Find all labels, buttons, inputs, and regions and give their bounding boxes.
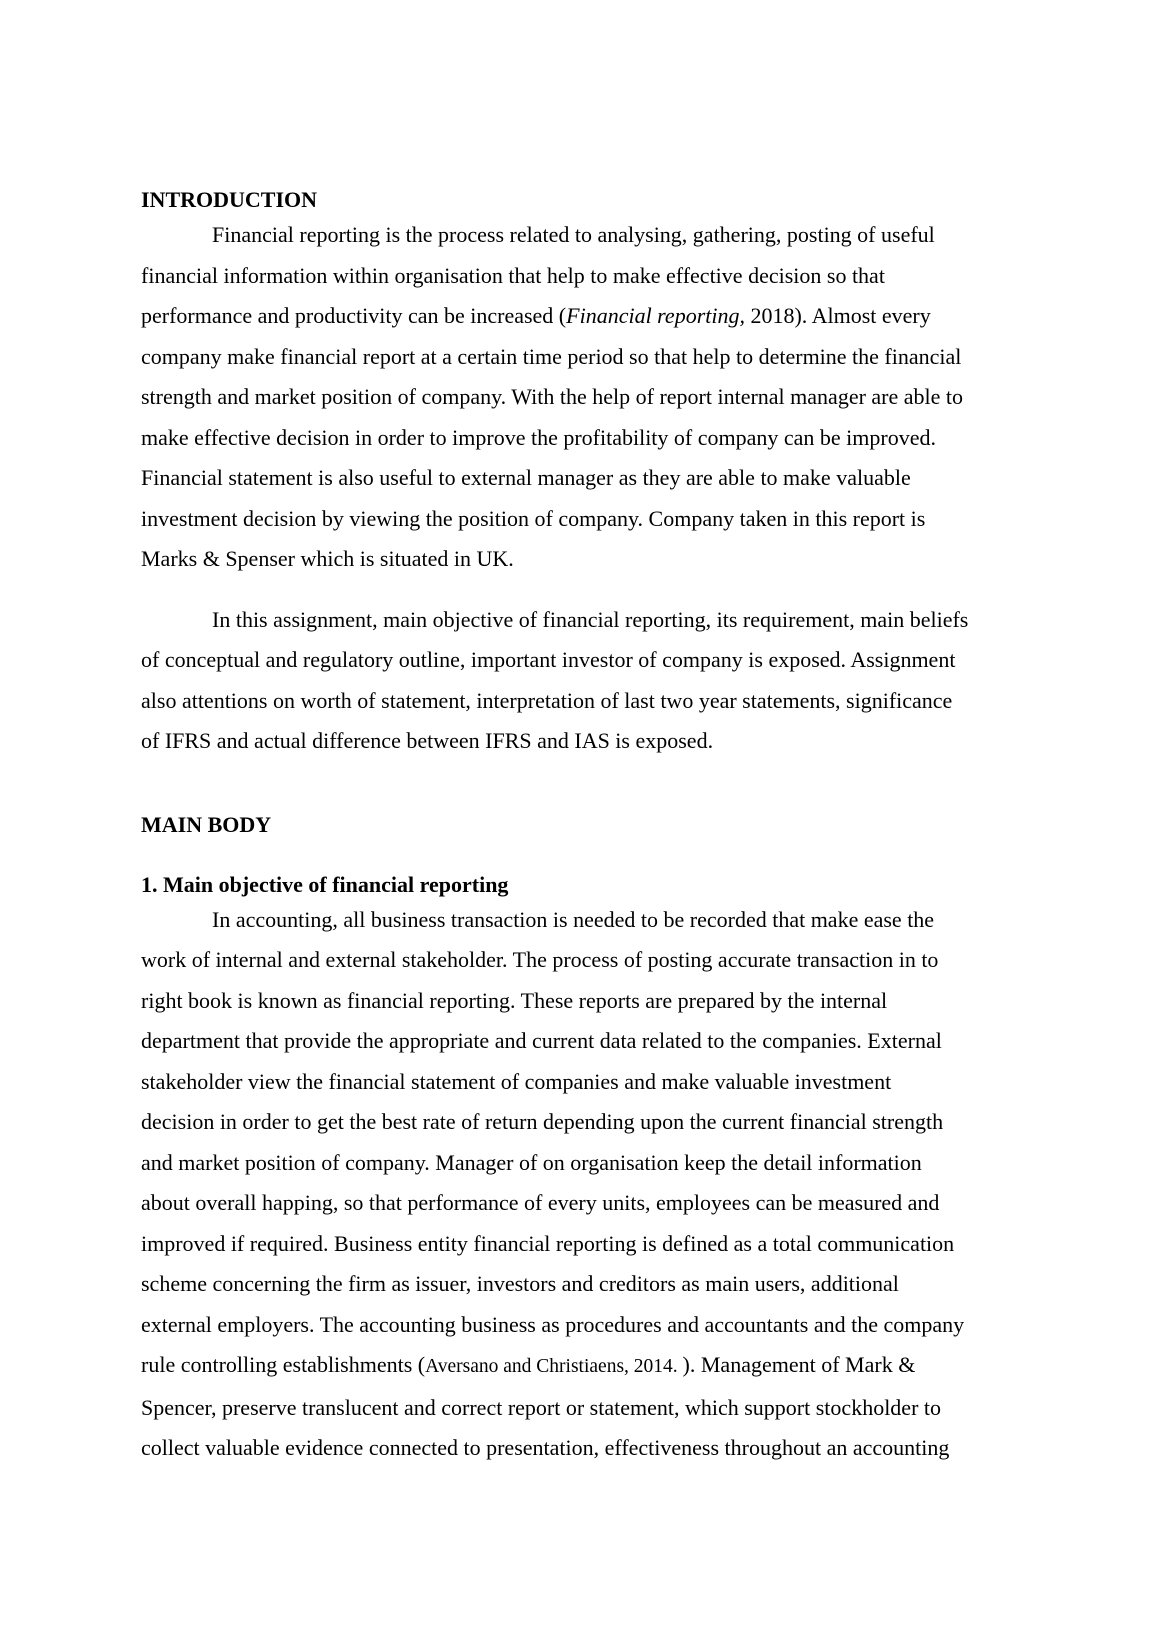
text-line: right book is known as financial reporting. These reports are prepared by the internal (141, 987, 888, 1013)
text-line: investment decision by viewing the position of company. Company taken in this report is (141, 505, 926, 531)
text-line: strength and market position of company. With the help of report internal manager are able to (141, 384, 964, 409)
text-line: of IFRS and actual difference between IFRS and IAS is exposed. (141, 728, 714, 753)
citation: Aversano and Christiaens, 2014. (425, 1356, 683, 1377)
spacer (141, 580, 1026, 600)
section-1-heading: 1. Main objective of financial reporting (141, 871, 509, 897)
text-line: Financial reporting is the process related to analysing, gathering, posting of useful (212, 222, 935, 247)
text-line: external employers. The accounting business as procedures and accountants and the company (141, 1311, 965, 1337)
text-line: work of internal and external stakeholder. The process of posting accurate transaction in to (141, 947, 939, 972)
text-line: of conceptual and regulatory outline, important investor of company is exposed. Assignment (141, 647, 956, 672)
section-1-paragraph-1 (141, 900, 1026, 1469)
text-line: In accounting, all business transaction is needed to be recorded that make ease the (212, 906, 935, 932)
intro-paragraph-1 (141, 215, 1026, 580)
text-line: financial information within organisation that help to make effective decision so that (141, 262, 885, 288)
document-body (141, 185, 1026, 1469)
text-line: Spencer, preserve translucent and correct report or statement, which support stockholder to (141, 1394, 942, 1420)
text-run: ). Management of Mark & (682, 1352, 916, 1377)
text-line: and market position of company. Manager of on organisation keep the detail information (141, 1149, 922, 1175)
intro-paragraph-2 (141, 600, 1026, 762)
spacer (141, 762, 1026, 810)
text-line: stakeholder view the financial statement of companies and make valuable investment (141, 1068, 892, 1094)
text-line (141, 1345, 1026, 1388)
text-line: department that provide the appropriate and current data related to the companies. External (141, 1028, 942, 1053)
text-run: 2018). Almost every (744, 303, 931, 328)
text-line: Marks & Spenser which is situated in UK. (141, 546, 514, 571)
text-line: scheme concerning the firm as issuer, investors and creditors as main users, additional (141, 1271, 899, 1296)
text-run: performance and productivity can be increased ( (141, 303, 567, 328)
text-line: also attentions on worth of statement, interpretation of last two year statements, significance (141, 687, 953, 713)
spacer (141, 840, 1026, 870)
text-line: improved if required. Business entity financial reporting is defined as a total communication (141, 1230, 955, 1256)
text-line: company make financial report at a certain time period so that help to determine the financial (141, 343, 962, 369)
text-line: Financial statement is also useful to external manager as they are able to make valuable (141, 465, 911, 490)
text-line (141, 296, 1026, 337)
text-line: In this assignment, main objective of financial reporting, its requirement, main beliefs (212, 606, 969, 632)
text-line: make effective decision in order to improve the profitability of company can be improved. (141, 424, 936, 450)
text-line: about overall happing, so that performance of every units, employees can be measured and (141, 1190, 940, 1215)
text-line: decision in order to get the best rate of return depending upon the current financial strength (141, 1109, 944, 1134)
main-body-heading: MAIN BODY (141, 811, 272, 837)
text-line: collect valuable evidence connected to presentation, effectiveness throughout an accounting (141, 1435, 950, 1460)
citation-italic: Financial reporting, (566, 303, 745, 328)
introduction-heading: INTRODUCTION (141, 187, 318, 212)
text-run: rule controlling establishments ( (141, 1352, 426, 1377)
